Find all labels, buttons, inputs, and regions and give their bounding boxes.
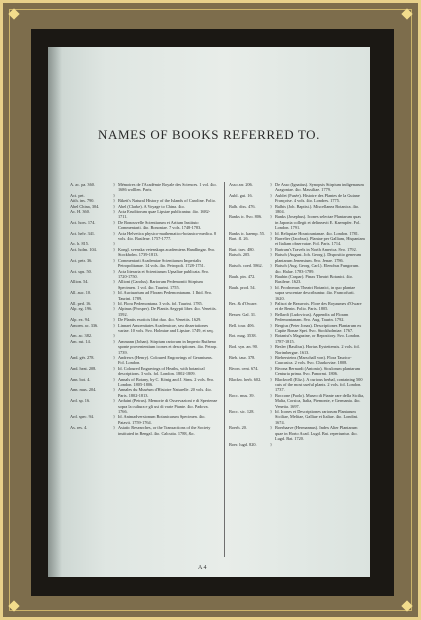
- book-entry: [229, 323, 365, 334]
- brace-icon: }: [112, 290, 116, 296]
- entry-description: Arduini (Petrus). Memorie di Osservazioni e di Sperienze sopra la cultura e gli usi di varie Piante. 4to. Padova. 1766.: [118, 398, 218, 415]
- entry-abbreviation: Bocc. mus. 39.: [229, 392, 255, 398]
- entry-description: Biebersteins (Marschall von). Flora Taurico-Caucasica. 2 vols. 8vo. Charkoviae. 1808.: [275, 355, 352, 366]
- entry-abbreviation: Banks ic. 8vo. 806.: [229, 214, 263, 220]
- brace-icon: }: [269, 333, 273, 339]
- left-column: [70, 182, 218, 436]
- page-title: NAMES OF BOOKS REFERRED TO.: [98, 127, 320, 142]
- entry-abbreviation: Bell. tour. 406.: [229, 322, 255, 328]
- entry-abbreviation: All. ped. 16.: [70, 300, 92, 306]
- brace-icon: }: [269, 236, 273, 242]
- book-entry: [70, 182, 218, 193]
- entry-abbreviation: Allion. 54.: [70, 279, 89, 285]
- brace-icon: }: [269, 409, 273, 415]
- entry-abbreviation: Act. petr. 36.: [70, 257, 93, 263]
- entry-abbreviation: Act. holm. 104.: [70, 246, 97, 252]
- entry-abbreviation: Banks ic. kaemp. 55.: [229, 230, 266, 236]
- entry-abbreviation: Balb. diss. 476.: [229, 203, 256, 209]
- entry-description: Alpinus (Prosper). De Plantis Aegypti liber. 4to. Venetiis. 1592.: [118, 306, 217, 317]
- book-entry: [70, 209, 218, 220]
- book-entry: [229, 355, 365, 366]
- entry-abbreviation: Bieb. taur. 378.: [229, 355, 256, 360]
- book-entry: [229, 263, 365, 274]
- entry-abbreviation: Amoen. ac. 336.: [70, 322, 99, 328]
- entry-description: Mémoires de l'Académie Royale des Sciences. 1 vol. 4to. 1686 wolllen. Paris.: [118, 182, 217, 193]
- entry-abbreviation: Bes. & d'Oware.: [229, 300, 258, 306]
- entry-abbreviation: Am. ac. 382.: [70, 333, 93, 339]
- entry-abbreviation: Act. hors. 174.: [70, 219, 96, 225]
- entry-abbreviation: Bivon. cent. 674.: [229, 365, 259, 371]
- book-page: [48, 47, 370, 577]
- entry-description: Andrews (Henry). Coloured Engravings of Geraniums. Fol. London.: [118, 355, 213, 366]
- entry-description: Palisot de Beauvois. Flore des Royaumes d'Oware et de Benin. Folio. Paris. 1805.: [275, 300, 362, 312]
- book-entry: [70, 269, 218, 280]
- entry-description: Blackwell (Eliz.). A curious herbal, containing 500 cuts of the most useful plants. 2 vols. fol. London. 1737.: [275, 376, 363, 393]
- entry-description: De Bonouvelle Scientiarum et Artium Instituto Commentarii. 4to. Bononiae. 7 vols. 1748-1783.: [118, 219, 202, 231]
- entry-abbreviation: Abel China, 304.: [70, 203, 100, 209]
- book-entry: [229, 301, 365, 312]
- entry-description: Id. Flora Pedemontana. 3 vols. fol. Taurini. 1785.: [118, 300, 203, 306]
- entry-description: De Plantis exoticis libri duo. 4to. Venetiis. 1629.: [118, 317, 202, 323]
- column-divider: [224, 182, 225, 557]
- brace-icon: }: [269, 182, 273, 187]
- brace-icon: }: [112, 300, 116, 306]
- brace-icon: }: [269, 273, 273, 279]
- entry-description: De Asso (Ignatius). Synopsis Stirpium indigenarum Aragoniae. 4to. Massiliae. 1779.: [275, 182, 364, 193]
- entry-abbreviation: Besser. Gal. 31.: [229, 311, 257, 317]
- entry-description: Aublet (Fusée). Histoire des Plantes de la Guiane Françoise. 4 vols. 4to. Londres. 1775.: [275, 192, 360, 204]
- book-entry: [229, 366, 365, 377]
- entry-description: Ammann (Johan). Stirpium rariorum in Imperio Rutheno sponte provenientium icones et descriptiones. 4to. Petrop. 1739.: [118, 338, 218, 355]
- book-entry: [70, 220, 218, 231]
- entry-description: [275, 442, 365, 447]
- brace-icon: }: [112, 333, 116, 339]
- entry-description: Bergius (Peter Jonas). Descriptiones Plantarum ex Capite Bonae Spei. 8vo. Stockholmiae. 1767.: [275, 322, 362, 333]
- entry-description: Barrelier (Jacobus). Plantae per Galliam, Hispaniam et Italiam observatae. Fol. Paris. 1714.: [275, 236, 365, 247]
- entry-abbreviation: Ac. h. 815.: [70, 241, 89, 247]
- entry-abbreviation: Bod. syn. an. 90.: [229, 344, 259, 350]
- brace-icon: }: [269, 441, 273, 447]
- entry-description: Abel (Clarke). A Voyage to China. 4to.: [118, 203, 185, 209]
- brace-icon: }: [269, 365, 273, 371]
- brace-icon: }: [269, 311, 273, 317]
- entry-description: Acta literaria et Scientiarum Upsaliae publicata. 8vo. 1720-1750.: [118, 268, 210, 279]
- entry-abbreviation: Alp. ex. 94.: [70, 317, 91, 323]
- entry-abbreviation: Bart. trav. 480.: [229, 246, 255, 252]
- book-entry: [229, 344, 365, 355]
- entry-abbreviation: Aubl. gui. 16.: [229, 192, 253, 198]
- entry-description: Banks (Josephus). Icones selectae Plantarum quas in Japonia collegit et delineavit E. Kaempfer. Fol. London. 1791.: [275, 214, 361, 231]
- entry-description: Acta Eruditorum quae Lipsiae publicantur. 4to. 1682-1711.: [118, 209, 211, 220]
- entry-description: Acta Helvetica physico-mathematico-botanico-medica. 8 vols. 4to. Basileae. 1757-1777.: [118, 230, 217, 242]
- book-entry: [70, 258, 218, 269]
- book-entry: [70, 398, 218, 414]
- entry-description: Id. Prodromus Theatri Botanici, in quo plantae supra sexcentae describuntur. 4to. Francofurti. 1620.: [275, 284, 356, 301]
- entry-abbreviation: Ard. spec. 94.: [70, 414, 94, 420]
- brace-icon: }: [112, 322, 116, 328]
- book-entry: [229, 409, 365, 425]
- entry-description: Id. Icones et Descriptiones rariorum Plantarum Siciliae, Melitae, Galliae et Italiae. 4to. Londini. 1674.: [275, 409, 359, 425]
- book-entry: [229, 312, 365, 323]
- brace-icon: }: [112, 317, 116, 323]
- book-entry: [70, 306, 218, 317]
- entry-abbreviation: Ann. mus. 204.: [70, 387, 97, 393]
- entry-abbreviation: Boer. lugd. 820.: [229, 441, 257, 447]
- brace-icon: }: [112, 203, 116, 209]
- brace-icon: }: [112, 338, 116, 344]
- book-entry: [229, 333, 365, 344]
- book-entry: [70, 355, 218, 366]
- brace-icon: }: [112, 257, 116, 263]
- brace-icon: }: [112, 198, 116, 204]
- book-entry: [70, 425, 218, 436]
- brace-icon: }: [269, 355, 273, 360]
- brace-icon: }: [269, 284, 273, 290]
- entry-description: Bartram's Travels in North America. 8vo. 1792.: [275, 246, 357, 252]
- brace-icon: }: [112, 182, 116, 187]
- entry-abbreviation: All. auc. 10.: [70, 290, 92, 296]
- entry-abbreviation: Aith. ins. 790.: [70, 198, 95, 204]
- brace-icon: }: [112, 209, 116, 215]
- entry-abbreviation: Am. rut. 14.: [70, 338, 91, 344]
- entry-abbreviation: And. gér. 278.: [70, 355, 95, 360]
- entry-abbreviation: Ard. sp. 16.: [70, 398, 91, 404]
- entry-description: Linnaei Amoenitates Academicae, seu dissertationes variae. 10 vols. 8vo. Holmiae and Lipsiae. 1749, et seq.: [118, 322, 214, 333]
- book-entry: [70, 387, 218, 398]
- entry-abbreviation: Alp. eg. 196.: [70, 306, 93, 312]
- entry-abbreviation: Act. pet.: [70, 192, 85, 198]
- book-entry: [70, 377, 218, 388]
- brace-icon: }: [112, 376, 116, 382]
- entry-abbreviation: Ac. H. 360.: [70, 209, 90, 215]
- brace-icon: }: [112, 414, 116, 420]
- entry-abbreviation: Bauh. pin. 472.: [229, 273, 256, 279]
- book-entry: [70, 290, 218, 301]
- brace-icon: }: [269, 263, 273, 269]
- entry-abbreviation: Act. ups. 50.: [70, 268, 92, 274]
- book-entry: [229, 252, 365, 263]
- brace-icon: }: [269, 425, 273, 431]
- brace-icon: }: [112, 387, 116, 393]
- entry-description: Batsch (Aug. Georg. Carl.). Elenchus Fungorum. 4to. Halae. 1783-1789.: [275, 263, 360, 274]
- entry-description: Kongl. svenska vetenskaps academiens Handlingar. 8vo. Stockholm. 1739-1813.: [118, 246, 216, 258]
- book-entry: [70, 414, 218, 425]
- book-entry: [229, 214, 365, 230]
- entry-description: Allioni (Carolus). Rariorum Pedemontii Stirpium Specimen. 1 vol. 4to. Taurini. 1755.: [118, 279, 203, 290]
- entry-abbreviation: Ann. bot. 4.: [70, 376, 91, 382]
- entry-abbreviation: Bot. mag. 3538.: [229, 333, 257, 339]
- brace-icon: }: [269, 246, 273, 252]
- entry-description: Boerhaave (Hermannus). Index Alter Plantarum quae in Horto Acad. Lugd. Bat. reperiuntur. 4to. Lugd. Bat. 1720.: [275, 425, 358, 442]
- brace-icon: }: [112, 192, 116, 198]
- brace-icon: }: [112, 268, 116, 274]
- entry-description: Bellardi (Ludovicus). Appendix ad Floram Pedemontanam. 8vo. Aug. Taurin. 1792.: [275, 311, 349, 323]
- entry-description: Id. Auctuarium ad Floram Pedemontanam. 1 Ibid. 8vo. Taurini. 1789.: [118, 290, 213, 301]
- brace-icon: }: [112, 246, 116, 252]
- entry-abbreviation: Asso arr. 206.: [229, 182, 253, 187]
- entry-abbreviation: A. ac. pa. 360.: [70, 182, 95, 187]
- signature-mark: A 4: [198, 565, 207, 571]
- entry-description: Id. Animadversionum Botanicarum Specimen. 4to. Patavii. 1759-1764.: [118, 414, 206, 425]
- entry-description: Botanist's Magazine, or Repository. 8vo. London. 1787-1815.: [275, 333, 361, 344]
- brace-icon: }: [112, 398, 116, 404]
- book-entry: [229, 285, 365, 301]
- entry-description: Annals of Botany, by C. König and J. Sims. 2 vols. 8vo. London. 1805-1806.: [118, 376, 215, 388]
- brace-icon: }: [112, 219, 116, 225]
- entry-abbreviation: Bauh. prod. 54.: [229, 284, 256, 290]
- book-entry: [70, 247, 218, 258]
- book-entry: [229, 393, 365, 409]
- brace-icon: }: [269, 392, 273, 398]
- book-entry: [229, 274, 365, 285]
- entry-abbreviation: Bocc. sic. 128.: [229, 409, 255, 415]
- entry-description: Bivona Bernardi (Antonio). Siculorum plantarum Centuria prima. 8vo. Panormi. 1806.: [275, 365, 361, 377]
- brace-icon: }: [269, 300, 273, 306]
- brace-icon: }: [112, 241, 116, 247]
- brace-icon: }: [112, 425, 116, 431]
- entry-description: Balbis (Joh. Baptist.). Miscellanea Botanica. 4to. 1804.: [275, 203, 360, 215]
- brace-icon: }: [112, 230, 116, 236]
- entry-description: Annales du Muséum d'Histoire Naturelle. 20 vols. 4to. Paris. 1802-1813.: [118, 387, 212, 398]
- entry-abbreviation: As. res. 4.: [70, 425, 88, 431]
- brace-icon: }: [269, 230, 273, 236]
- book-entry: [70, 366, 218, 377]
- entry-description: Boccone (Paolo). Museo di Piante rare della Sicilia, Malta, Corsica, Italia, Piemonte, e Germania. 4to. Venetia. 1697.: [275, 392, 365, 409]
- right-column: [229, 182, 365, 447]
- entry-abbreviation: Batsch. 205.: [229, 252, 251, 258]
- brace-icon: }: [269, 344, 273, 350]
- brace-icon: }: [112, 355, 116, 360]
- entry-description: Bikett's Natural History of the Islands of Caroline. Folio.: [118, 198, 216, 204]
- book-entry: [229, 425, 365, 441]
- book-entry: [229, 204, 365, 215]
- entry-abbreviation: Boerh. 20.: [229, 425, 248, 431]
- entry-description: Commentarii Academiae Scientiarum Imperialis Petropolitanae. 14 vols. 4to. Petropoli. 1728-1751.: [118, 257, 205, 269]
- book-entry: [229, 182, 365, 193]
- entry-abbreviation: And. heat. 208.: [70, 365, 97, 371]
- book-entry: [70, 231, 218, 242]
- brace-icon: }: [112, 279, 116, 285]
- entry-description: Batsch (August. Joh. Georg.). Dispositio generum plantarum Jenensium. 8vo. Jenae. 1786.: [275, 252, 361, 263]
- book-entry: [229, 377, 365, 393]
- entry-description: Id. Coloured Engravings of Heaths, with botanical descriptions. 3 vols. fol. London. 1802-1809.: [118, 365, 205, 377]
- brace-icon: }: [269, 214, 273, 220]
- book-entry: [70, 323, 218, 334]
- brace-icon: }: [269, 203, 273, 209]
- entry-description: Id. Reliquiae Houstounianae. 4to. London. 1781.: [275, 230, 360, 236]
- entry-description: Besler (Basilius). Hortus Eystettensis. 2 vols. fol. Norimbergae. 1613.: [275, 344, 360, 355]
- brace-icon: }: [269, 252, 273, 258]
- book-entry: [229, 193, 365, 204]
- entry-abbreviation: Blackw. herb. 602.: [229, 376, 262, 382]
- book-entry: [70, 279, 218, 290]
- brace-icon: }: [112, 306, 116, 312]
- brace-icon: }: [269, 192, 273, 198]
- entry-description: Asiatic Researches, or the Transactions of the Society instituted in Bengal. 4to. Calcutta. 1788, &c.: [118, 425, 211, 436]
- brace-icon: }: [269, 322, 273, 328]
- book-entry: [70, 339, 218, 355]
- entry-abbreviation: Bart. fl. 26.: [229, 236, 249, 242]
- entry-abbreviation: Act. helv. 341.: [70, 230, 96, 236]
- brace-icon: }: [269, 376, 273, 382]
- entry-description: Bauhin (Caspar). Pinax Theatri Botanici. 4to. Basileae. 1623.: [275, 273, 353, 285]
- book-entry: [229, 442, 365, 447]
- book-entry: [229, 236, 365, 247]
- entry-abbreviation: Batsch. coed. 5862.: [229, 263, 263, 269]
- brace-icon: }: [112, 365, 116, 371]
